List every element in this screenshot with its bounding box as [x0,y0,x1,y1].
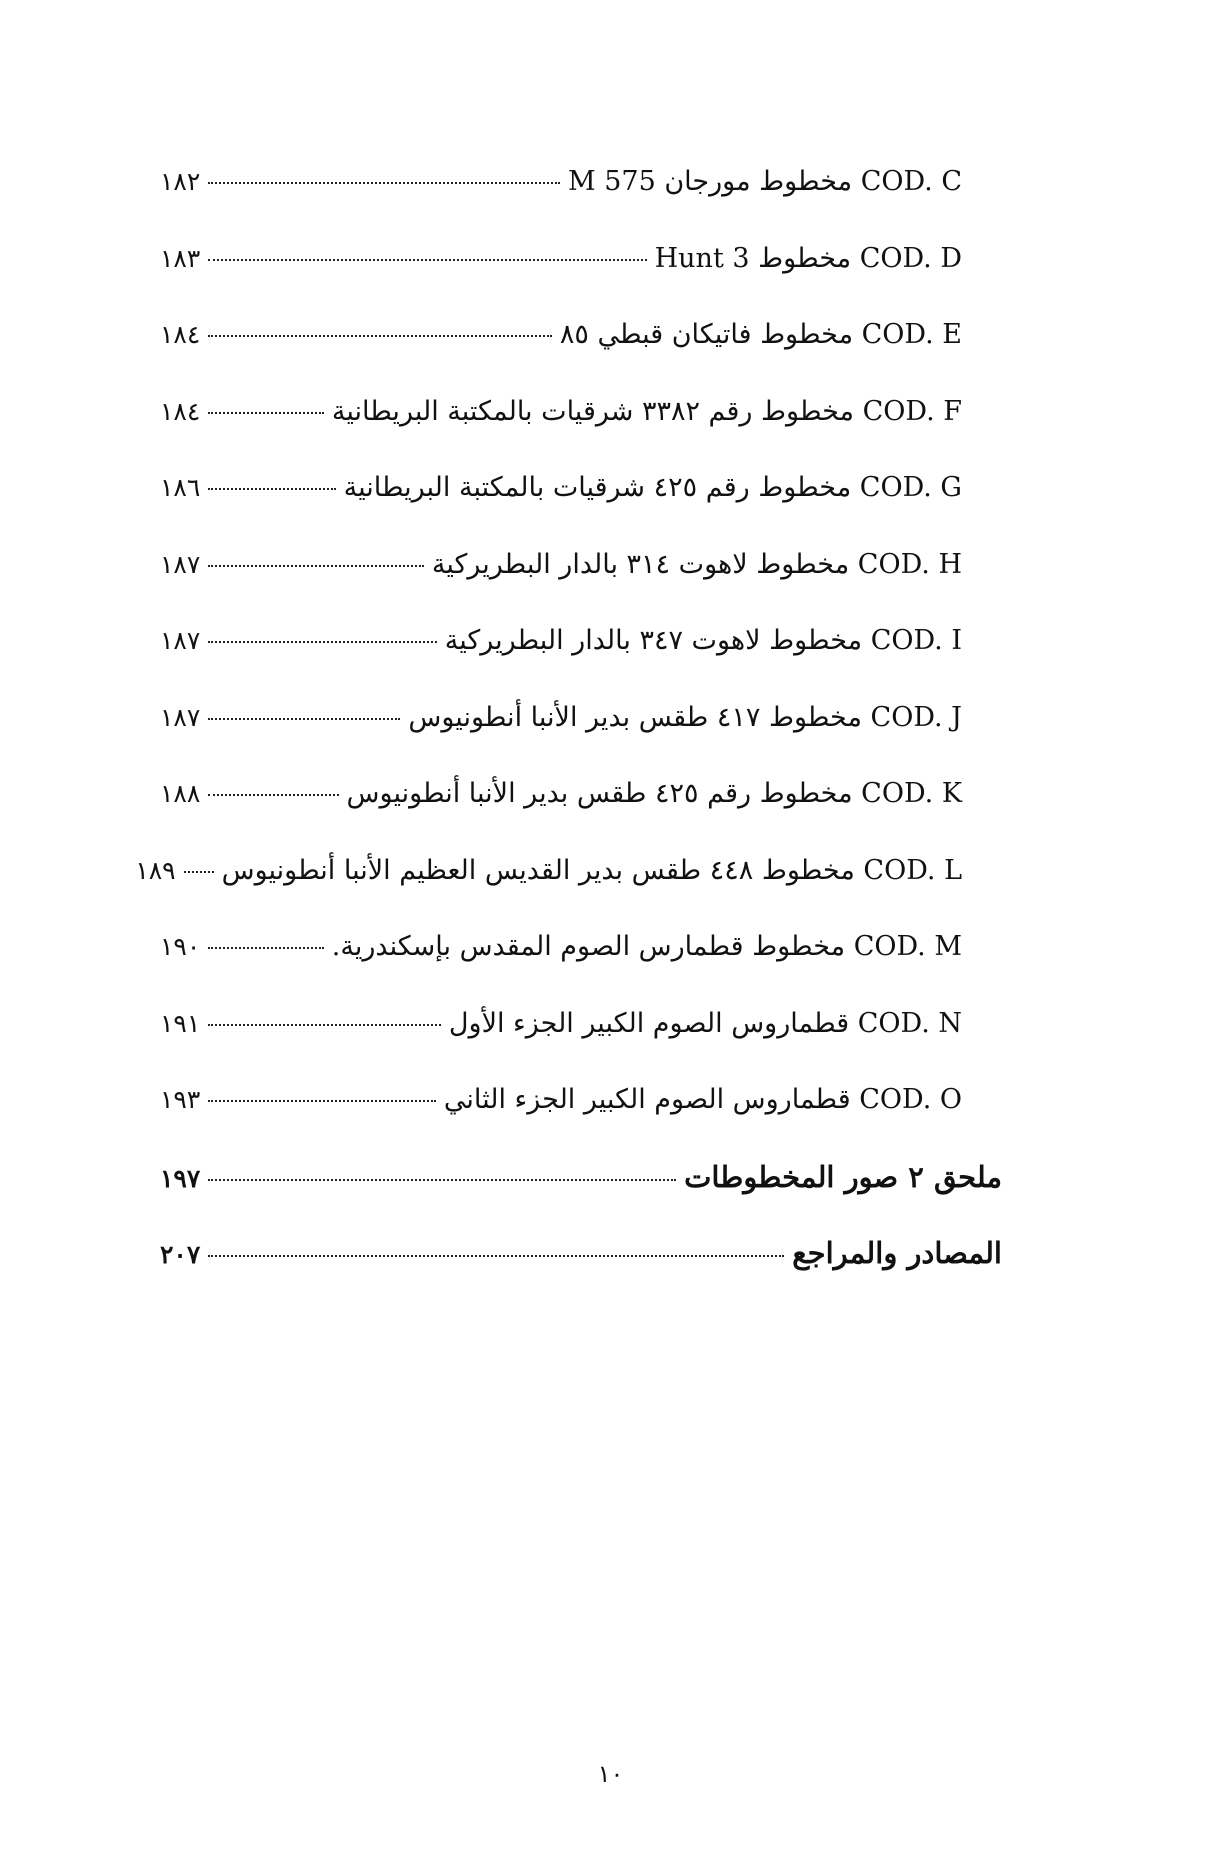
toc-entry-title: مخطوط لاهوت ٣١٤ بالدار البطريركية [431,548,850,580]
toc-entry-text [444,1086,962,1113]
toc-entry-code: COD. L [863,854,962,886]
toc-entry-code: COD. N [857,1007,962,1039]
dot-leader [208,488,335,490]
toc-entry [160,548,1002,628]
table-of-contents [135,166,1002,1316]
toc-entry [160,242,1002,322]
dot-leader [208,794,338,796]
toc-entry-title: مخطوط مورجان M 575 [568,166,853,197]
dot-leader [208,335,552,337]
toc-entry [135,854,1002,934]
dot-leader [208,718,400,720]
toc-entry-title: مخطوط ٤٤٨ طقس بدير القديس العظيم الأنبا أنطونيوس [221,854,855,886]
toc-appendix-page: ١٩٧ [160,1163,201,1193]
toc-entry-text [331,395,962,427]
toc-entry-text [568,168,962,195]
toc-entry-title: قطماروس الصوم الكبير الجزء الثاني [443,1084,851,1115]
toc-entry-page: ١٨٤ [160,396,201,426]
toc-entry-text [448,1007,962,1039]
toc-references-entry [160,1236,1002,1316]
toc-appendix-title: ملحق ٢ صور المخطوطات [684,1159,1002,1194]
toc-entry [160,627,1002,704]
dot-leader [208,1024,441,1026]
toc-entry-page: ١٨٤ [160,320,201,349]
toc-entry [160,395,1002,475]
toc-entry-page: ١٨٨ [160,779,201,808]
toc-references-title: المصادر والمراجع [792,1236,1002,1270]
dot-leader [208,412,324,414]
dot-leader [208,641,436,643]
toc-entry-page: ١٨٩ [135,855,176,885]
dot-leader [208,259,646,261]
dot-leader [208,565,424,567]
toc-entry-text [347,780,962,807]
toc-entry-title: مخطوط قطمارس الصوم المقدس بإسكندرية. [331,931,846,962]
toc-entry-page: ١٨٧ [160,702,201,732]
toc-entry-title: مخطوط فاتيكان قبطي ٨٥ [559,319,854,350]
toc-entry-text [332,933,962,960]
toc-entry-code: COD. C [860,166,962,197]
toc-entry-title: مخطوط ٤١٧ طقس بدير الأنبا أنطونيوس [408,701,862,733]
toc-entry-page: ١٨٢ [160,167,201,196]
toc-entry-text [344,474,962,501]
toc-entry-code: COD. H [857,548,962,580]
dot-leader [208,947,323,949]
dot-leader [208,1255,784,1257]
toc-entry-page: ١٩١ [160,1008,201,1038]
toc-entry-code: COD. I [870,625,962,656]
toc-entry-code: COD. J [870,701,962,733]
toc-entry-code: COD. O [859,1084,962,1115]
dot-leader [184,871,214,873]
toc-entry [160,474,1002,551]
toc-entry-title: مخطوط رقم ٤٢٥ شرقيات بالمكتبة البريطانية [343,472,852,503]
toc-entry [160,321,1002,398]
toc-entry-code: COD. K [861,778,962,809]
toc-entry [160,1007,1002,1087]
toc-entry-title: مخطوط لاهوت ٣٤٧ بالدار البطريركية [444,625,863,656]
toc-entry [160,933,1002,1010]
toc-entry [160,780,1002,857]
toc-entry [160,1086,1002,1163]
page-number: ١٠ [597,1760,624,1788]
dot-leader [208,182,560,184]
toc-entry [160,701,1002,781]
toc-entry-title: مخطوط Hunt 3 [654,242,852,274]
dot-leader [208,1179,676,1181]
toc-entry-page: ١٨٣ [160,243,201,273]
toc-entry-page: ١٨٧ [160,626,201,655]
toc-entry-code: COD. M [853,931,962,962]
toc-entry-code: COD. F [862,395,962,427]
toc-appendix-entry [160,1159,1002,1240]
toc-entry-text [221,854,962,886]
toc-entry [160,168,1002,245]
toc-entry-page: ١٩٠ [160,932,201,961]
toc-entry-code: COD. G [859,472,962,503]
dot-leader [208,1100,436,1102]
toc-entry-title: مخطوط رقم ٤٢٥ طقس بدير الأنبا أنطونيوس [346,778,853,809]
toc-entry-page: ١٨٦ [160,473,201,502]
toc-references-page: ٢٠٧ [160,1240,201,1269]
toc-entry-code: COD. D [859,242,962,274]
toc-entry-title: قطماروس الصوم الكبير الجزء الأول [448,1007,850,1039]
toc-entry-text [431,548,962,580]
toc-entry-page: ١٨٧ [160,549,201,579]
toc-entry-text [654,242,962,274]
toc-entry-code: COD. E [861,319,962,350]
toc-entry-text [445,627,962,654]
toc-entry-title: مخطوط رقم ٣٣٨٢ شرقيات بالمكتبة البريطانية [331,395,855,427]
toc-entry-text [408,701,962,733]
toc-entry-text [560,321,962,348]
toc-entry-page: ١٩٣ [160,1085,201,1114]
